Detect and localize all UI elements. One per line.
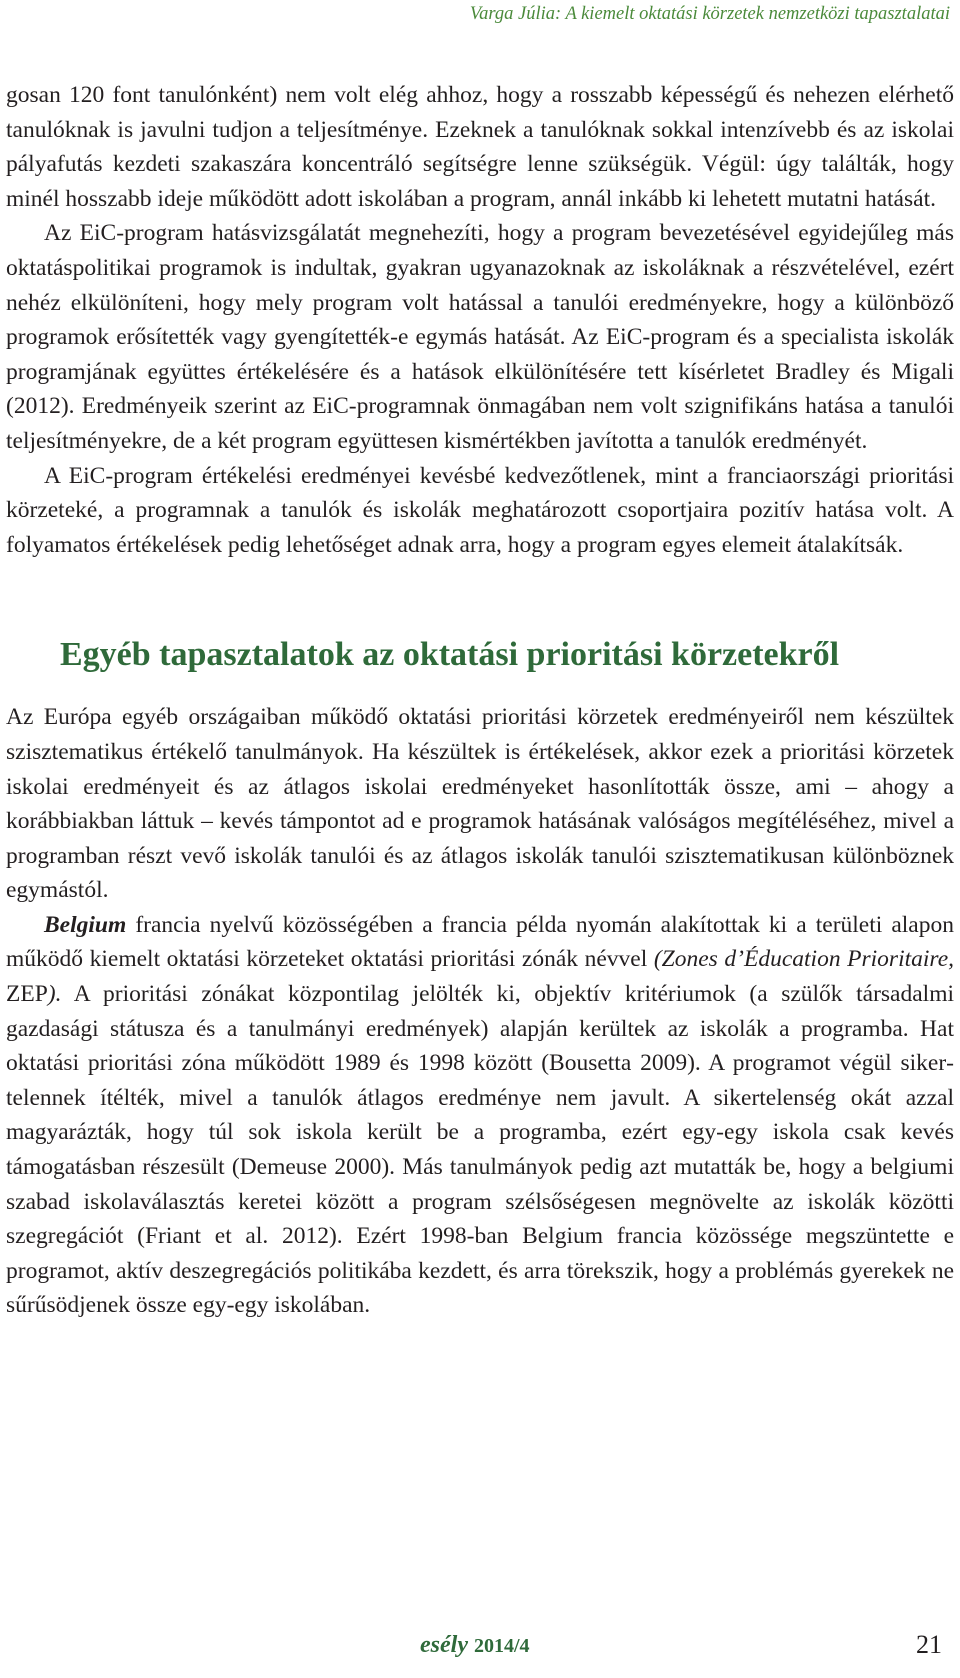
running-header: Varga Júlia: A kiemelt oktatási körzetek nemzetközi tapasztalatai	[469, 4, 950, 24]
section-heading: Egyéb tapasztalatok az oktatási prioritási körzetekről	[60, 636, 840, 674]
article-body	[6, 78, 954, 1323]
paragraph: Az Európa egyéb országaiban működő oktatási prioritási körzetek eredményeiről nem készültek szisztematikus értékelő tanulmányok. Ha készültek is értékelések, akkor ezek a prioritási körzetek iskolai eredményeit és az átlagos iskolai eredményeket hasonlították össze, ami – ahogy a korábbiakban láttuk – kevés támpontot ad e programok hatásának valóságos megítéléséhez, mivel a programban részt vevő iskolák tanulói és az átlagos iskolák tanulói szisztematikusan különböznek egymástól.	[6, 704, 954, 904]
text-run: A prioritási zónákat központilag jelölték ki, objektív kritériumok (a szülők társadalmi gazdasági státusza és a tanulmányi eredmények) alapján kerültek az iskolák a programba. Hat oktatási prioritási zóna működött 1989 és 1998 között (Bousetta 2009). A programot végül sikertelennek ítélték, mivel a tanulók átlagos eredménye nem javult. A sikertelenség okát azzal magyarázták, hogy túl sok iskola került be a programba, ezért egy-egy iskola csak kevés támogatásban részesült (Demeuse 2000). Más tanulmányok pedig azt mutatták be, hogy a belgiumi szabad iskolaválasztás keretei között a program szélsőségesen megnövelte az iskolák közötti szegregációt (Friant et al. 2012). Ezért 1998-ban Belgium francia közössége megszüntette e programot, aktív deszegregációs politikába kezdett, és arra törekszik, hogy a problémás gyerekek ne sűrűsödjenek össze egy-egy iskolában.	[6, 981, 954, 1319]
country-term: Belgium	[44, 911, 127, 938]
italic-term: (Zones d’Éducation Prioritaire,	[653, 946, 954, 973]
journal-footer	[420, 1632, 530, 1659]
page-number: 21	[916, 1630, 942, 1659]
journal-name: esély	[420, 1632, 468, 1658]
paragraph: A EiC-program értékelési eredményei kevésbé kedvezőtlenek, mint a franciaországi prioritási körzeteké, a programnak a tanulók és iskolák meghatározott csoportjaira pozitív hatása volt. A folyamatos értékelések pedig lehetőséget adnak arra, hogy a program egyes elemeit átalakítsák.	[6, 462, 954, 558]
text-run: francia nyelvű közösségében a francia példa nyomán alakítottak ki a területi alapon működő kiemelt oktatási körzeteket oktatási prioritási zónák névvel	[6, 911, 954, 973]
paragraph-belgium	[6, 908, 954, 1323]
paragraph: gosan 120 font tanulónként) nem volt elég ahhoz, hogy a rosszabb képességű és nehezen elérhető tanulóknak is javulni tudjon a teljesítménye. Ezeknek a tanulóknak sokkal intenzívebb és az iskolai pályafutás kezdeti szakaszára koncentráló segítségre lenne szükségük. Végül: úgy találták, hogy minél hosszabb ideje működött adott iskolában a program, annál inkább ki lehetett mutatni hatását.	[6, 82, 954, 212]
text-run: ZEP	[6, 981, 48, 1008]
italic-term: ).	[47, 981, 62, 1008]
journal-issue: 2014/4	[473, 1635, 530, 1657]
paragraph: Az EiC-program hatásvizsgálatát megnehezíti, hogy a program bevezetésével egyidejűleg más oktatáspolitikai programok is indultak, gyakran ugyanazoknak az iskoláknak a részvételével, ezért nehéz elkülöníteni, hogy mely program volt hatással a tanulói eredményekre, hogy a különböző programok erősítették vagy gyengítették-e egymás hatását. Az EiC-program és a specialista iskolák programjának együttes értékelésére és a hatások elkülönítésére tett kísérletet Bradley és Migali (2012). Eredményeik szerint az EiC-programnak önmagában nem volt szignifikáns hatása a tanulói teljesítményekre, de a két program együttesen kismértékben javította a tanulók eredményét.	[6, 220, 954, 454]
